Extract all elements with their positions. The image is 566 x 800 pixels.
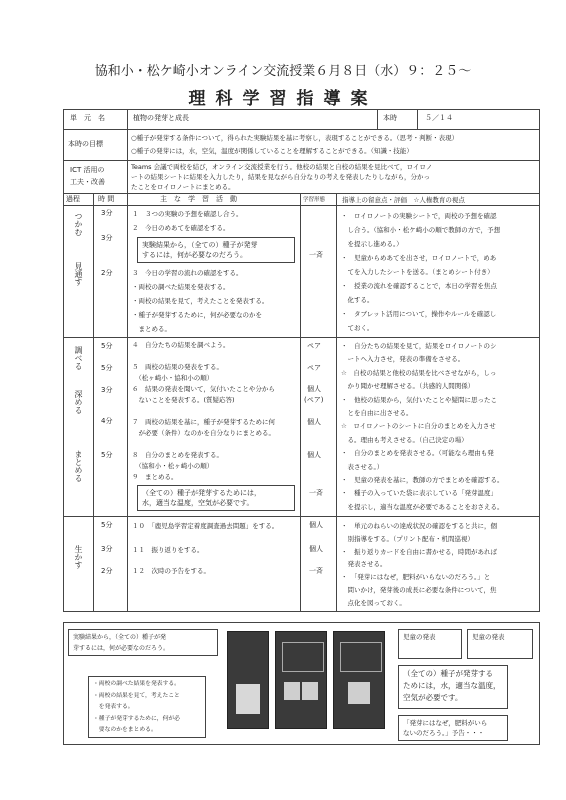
time-cell: 3分 [101, 545, 113, 553]
process-grasp: つかむ [74, 212, 83, 236]
point-line: を提示し進める。） [341, 240, 403, 248]
goal-box-line: するには，何が必要なのだろう。 [142, 251, 247, 259]
goal-label: 本時の目標 [68, 140, 103, 148]
unit-label: 単 元 名 [70, 114, 105, 122]
point-line: てを入力したシートを送る。（まとめシート付き） [341, 268, 494, 276]
point-line: ・ 児童の発表を基に，教師の方でまとめを確認する。 [341, 476, 504, 485]
activity-line: １０ 「鹿児島学習定着度調査過去問題」をする。 [132, 522, 279, 530]
process-summarize: まとめる [74, 450, 83, 482]
board-summary-box [398, 665, 508, 709]
activity-line: １ ３つの実験の予想を確認し合う。 [132, 210, 243, 218]
board-summary-line: ためには，水，適当な温度， [403, 681, 501, 690]
page-title: 理科学習指導案 [188, 89, 378, 109]
form-cell: ペア [307, 364, 321, 372]
time-cell: 5分 [101, 451, 113, 459]
summary-box-line: 水，適当な温度，空気が必要です。 [142, 499, 254, 507]
summary-box-line: （全ての）種子が発芽するためには， [142, 489, 261, 497]
board-goal-line: 芽するには，何が必要なのだろう。 [73, 645, 170, 652]
ict-line: Teams 会議で両校を結び，オンライン交流授業を行う。他校の結果と自校の結果を見比べて，ロイロノ [131, 163, 433, 171]
ict-line: たことをロイロノートにまとめる。 [131, 183, 235, 191]
board-flow-line: ・両校の結果を見て，考えたこと [93, 692, 180, 699]
point-line: 表させる。） [341, 462, 384, 471]
form-cell: 個人 [307, 451, 321, 459]
goal-line: ○種子が発芽する条件について，得られた実験結果を基に考察し，表現することができる。（思考・判断・表現） [131, 134, 459, 142]
point-line: ートへ入力させ，発表の準備をさせる。 [341, 355, 465, 364]
blackboard-photo [275, 631, 327, 729]
point-line: ・ 「発芽にはなぜ，肥料がいらないのだろう。」と [341, 573, 491, 582]
activity-line [132, 351, 275, 362]
ict-label: ICT 活用の [70, 166, 105, 174]
point-line: ておく。 [341, 324, 374, 332]
point-line: ・ 児童からめあてを出させ，ロイロノートで，めあ [341, 254, 497, 262]
header-subtitle: 協和小・松ケ崎小オンライン交流授業６月８日（水）９：２５～ [94, 64, 472, 79]
time-cell: 3分 [101, 386, 113, 394]
point-line: ☆ 自校の結果と他校の結果を比べさせながら，しっ [341, 368, 497, 377]
board-next-box [398, 715, 508, 741]
activity-line: ・両校の調べた結果を発表する。 [132, 283, 230, 291]
activity-line: ５ 両校の結果の発表をする。 [132, 363, 223, 371]
activity-line: １１ 振り返りをする。 [132, 546, 204, 554]
blackboard-photo [227, 631, 269, 729]
form-cell: ペア [307, 342, 321, 350]
point-line: ☆ ロイロノートのシートに自分のまとめを入力させ [341, 422, 496, 431]
point-line: ・ 自分のまとめを発表させる。（可能なら理由も発 [341, 449, 494, 458]
point-line: ・ ロイロノートの実験シートで，両校の予想を確認 [341, 212, 497, 220]
time-cell: 4分 [101, 417, 113, 425]
board-flow-line: を発表する。 [93, 704, 134, 710]
period-label: 本時 [383, 114, 397, 122]
col-form: 学習形態 [303, 197, 326, 203]
activity-line: ７ 両校の結果を基に，種子が発芽するために何 [132, 418, 275, 426]
ict-label: 工夫・改善 [70, 178, 105, 186]
activity-line: ４ 自分たちの結果を調べよう。 [132, 341, 230, 349]
form-cell: 一斉 [309, 251, 323, 259]
activity-line: １２ 次時の予告をする。 [132, 567, 210, 575]
point-line: ・ 自分たちの結果を見て，結果をロイロノートのシ [341, 342, 497, 350]
unit-value: 植物の発芽と成長 [133, 114, 189, 122]
process-investigate: 調べる [74, 346, 83, 370]
time-cell: 3分 [101, 234, 113, 242]
board-flow-box [88, 676, 206, 738]
process-deepen: 深める [74, 390, 83, 414]
form-cell: 一斉 [309, 567, 323, 575]
activity-line: （松ヶ崎小・協和小の順） [132, 374, 214, 382]
summary-box [137, 485, 295, 511]
time-cell: 5分 [101, 521, 113, 529]
board-flow-line: ・種子が発芽するために，何が必 [93, 715, 180, 722]
point-line: 発表させる。 [341, 560, 387, 569]
activity-line: ３ 今日の学習の流れの確認をする。 [132, 269, 243, 277]
board-presentation-1 [398, 629, 462, 659]
point-line: 問いかけ，発芽後の成長に必要な条件について，焦 [341, 585, 497, 594]
activity-line: ないことを発表する。(質疑応答) [132, 396, 235, 404]
col-process: 過程 [66, 195, 80, 203]
board-presentation-label: 児童の発表 [472, 633, 505, 641]
process-apply: 生かす [74, 545, 83, 569]
goal-line: ○種子の発芽には，水，空気，温度が関係していることを理解することができる。（知識・技能） [131, 147, 413, 155]
activity-line: ６ 結果の発表を聞いて，気付いたことや分から [132, 385, 275, 393]
board-presentation-label: 児童の発表 [403, 633, 436, 641]
form-cell: 個人 [309, 521, 323, 529]
activity-line [132, 406, 275, 417]
col-points: 指導上の留意点・評価 ☆人権教育の視点 [342, 196, 465, 204]
activity-line: ２ 今日のめあてを確認をする。 [132, 224, 230, 232]
ict-line: ートの結果シートに結果を入力したり，結果を見ながら自分なりの考えを発表したりしながら，分かっ [131, 173, 430, 181]
board-summary-line: 空気が必要です。 [403, 693, 463, 702]
time-cell: 5分 [101, 342, 113, 350]
point-line: ・ タブレット活用について，操作やルールを確認し [341, 310, 497, 318]
point-line: ・ 種子の入っていた袋に表示している「発芽温度」 [341, 489, 497, 498]
point-line: 化する。 [341, 296, 374, 304]
point-line: ・ 授業の流れを確認することで，本日の学習を焦点 [341, 282, 497, 290]
time-cell: 2分 [101, 567, 113, 575]
activity-line: まとめる。 [132, 325, 171, 333]
col-time: 時 間 [98, 195, 115, 203]
board-goal-box [68, 629, 218, 656]
process-foresee: 見通す [74, 262, 83, 286]
point-line: ・ 他校の結果から，気付いたことや疑問に思ったこ [341, 395, 497, 404]
board-next-line: 「発芽にはなぜ，肥料がいら [403, 719, 488, 727]
board-flow-line: ・両校の調べた結果を発表する。 [93, 681, 180, 687]
point-line: し合う。（協和小・松ケ崎小の順で教師の方で，予想 [341, 226, 501, 234]
activity-line: ・種子が発芽するために，何が必要なのかを [132, 311, 262, 319]
board-flow-line: 要なのかをまとめる。 [93, 727, 157, 733]
goal-box-line: 実験結果から，（全ての）種子が発芽 [142, 241, 258, 249]
activity-line: が必要（条件）なのかを自分なりにまとめる。 [132, 429, 275, 437]
activity-line: ９ まとめる。 [132, 473, 178, 481]
point-line: とを自由に出させる。 [341, 409, 413, 418]
blackboard-photo [333, 631, 385, 729]
activity-line [132, 439, 275, 450]
form-cell: (ペア) [304, 396, 324, 404]
point-line: 点化を図っておく。 [341, 598, 406, 607]
time-cell: 3分 [101, 209, 113, 217]
board-next-line: ないのだろう。」予告・・・ [403, 729, 485, 737]
form-cell: 個人 [307, 418, 321, 426]
board-goal-line: 実験結果から，（全ての）種子が発 [73, 634, 167, 641]
point-line: かり聞かせ理解させる。（共感的人間関係） [341, 382, 475, 391]
time-cell: 5分 [101, 364, 113, 372]
point-line: を提示し，適当な温度が必要であることをおさえる。 [341, 502, 504, 511]
board-summary-line: （全ての）種子が発芽する [403, 669, 493, 678]
period-value: ５／１４ [425, 114, 453, 122]
point-line: る。理由も考えさせる。（自己決定の場） [341, 435, 468, 444]
point-line: ・ 振り返りカードを自由に書かせる，時間があれば [341, 547, 497, 556]
col-activity: 主 な 学 習 活 動 [160, 195, 237, 203]
form-cell: 個人 [309, 545, 323, 553]
form-cell: 一斉 [309, 489, 323, 497]
board-presentation-2 [467, 629, 533, 659]
goal-box [137, 237, 295, 263]
activity-line: ・両校の結果を見て，考えたことを発表する。 [132, 297, 269, 305]
form-cell: 個人 [307, 385, 321, 393]
point-line: ・ 単元のねらいの達成状況の確認をすると共に，個 [341, 522, 497, 530]
point-line: 別指導をする。（プリント配布・机間巡視） [341, 534, 474, 543]
activity-line: ８ 自分のまとめを発表する。 [132, 451, 223, 459]
time-cell: 2分 [101, 269, 113, 277]
activity-line: （協和小・松ヶ崎小の順） [132, 462, 214, 470]
